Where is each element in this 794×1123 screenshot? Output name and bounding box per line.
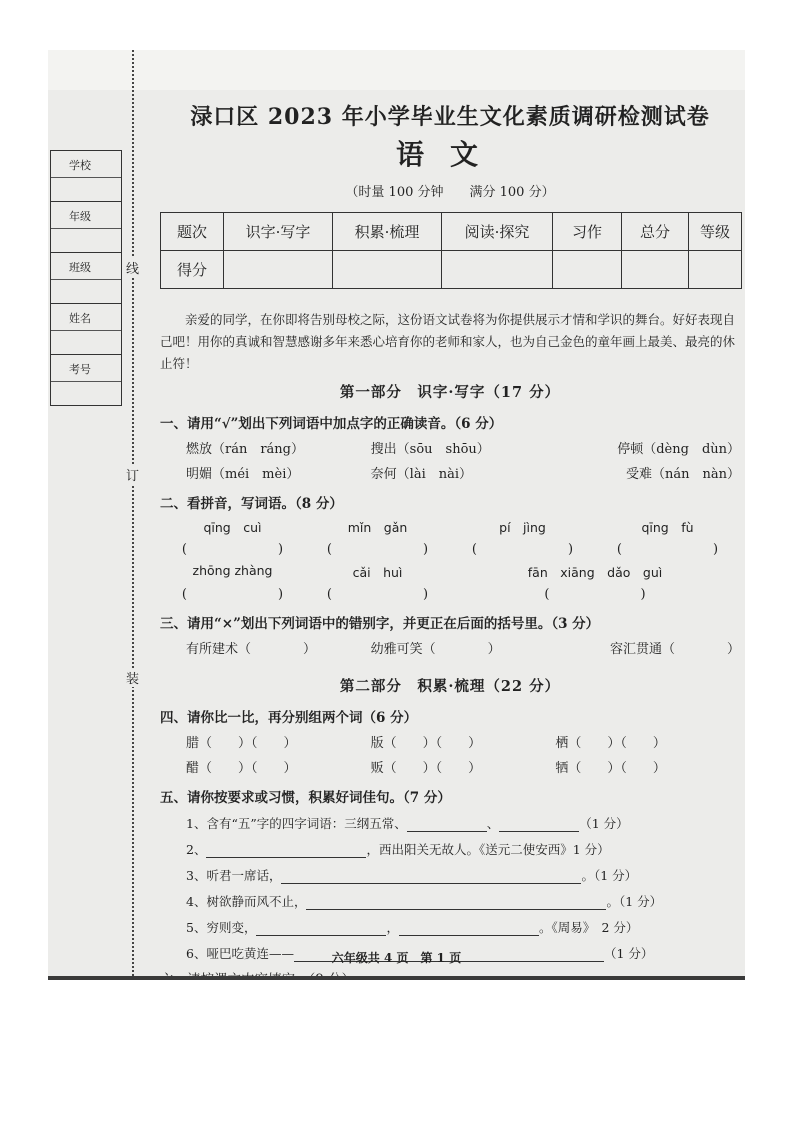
answer-box[interactable]: ( ) — [326, 542, 429, 557]
q1-row — [186, 438, 740, 457]
answer-blank[interactable] — [407, 817, 487, 832]
answer-blank[interactable] — [256, 921, 386, 936]
score-table — [160, 212, 742, 289]
answer-box[interactable]: ( ) — [181, 542, 284, 557]
q1-item[interactable]: 奈何（lài nài） — [370, 467, 473, 482]
info-grade[interactable]: 年级 — [51, 202, 121, 253]
score-header: 习作 — [553, 213, 622, 251]
q3-prompt: 三、请用“×”划出下列词语中的错别字，并更正在后面的括号里。（3 分） — [160, 616, 600, 632]
pinyin: fān xiāng dǎo guì — [527, 565, 663, 580]
intro-text: 亲爱的同学，在你即将告别母校之际，这份语文试卷将为你提供展示才情和学识的舞台。好好表现自己吧！用你的真诚和智慧感谢多年来悉心培育你的老师和家人，也为自己金色的童年画上最美、最亮的休止符！ — [160, 312, 736, 371]
score-cell[interactable] — [622, 251, 689, 289]
exam-content — [160, 90, 740, 980]
score-header: 阅读·探究 — [442, 213, 553, 251]
answer-blank[interactable] — [499, 817, 579, 832]
pinyin: mǐn gǎn — [347, 520, 408, 535]
binding-char-zhuang: 装 — [126, 668, 139, 687]
q1-item[interactable]: 明媚（méi mèi） — [186, 467, 300, 482]
score-cell[interactable] — [553, 251, 622, 289]
score-cell[interactable] — [442, 251, 553, 289]
score-row-label: 得分 — [161, 251, 224, 289]
score-header: 题次 — [161, 213, 224, 251]
answer-box[interactable]: ( ) — [181, 587, 284, 602]
info-name[interactable]: 姓名 — [51, 304, 121, 355]
pinyin: pí jìng — [499, 520, 546, 535]
q2-pinyin-row — [160, 518, 740, 536]
binding-char-xian: 线 — [126, 258, 139, 277]
q2-answer-row — [160, 583, 740, 602]
q3-item[interactable]: 有所建术（ ） — [186, 642, 317, 657]
pinyin: qīng fù — [641, 520, 694, 535]
q5-item-2: 2、 ，西出阳关无故人。《送元二使安西》1 分） — [186, 842, 610, 857]
q2-answer-row — [160, 538, 740, 557]
q4-item[interactable]: 贩（ ）（ ） — [370, 761, 482, 776]
q4-item[interactable]: 牺（ ）（ ） — [555, 761, 666, 776]
binding-char-ding: 订 — [126, 465, 139, 484]
q2-prompt: 二、看拼音，写词语。（8 分） — [160, 496, 343, 512]
exam-sheet — [48, 50, 745, 980]
answer-blank[interactable] — [306, 895, 606, 910]
top-edge — [48, 50, 745, 90]
q1-item[interactable]: 搜出（sōu shōu） — [370, 442, 490, 457]
q5-item-1: 1、含有“五”字的四字词语：三纲五常、 、 （1 分） — [186, 816, 629, 831]
score-cell[interactable] — [689, 251, 742, 289]
info-class[interactable]: 班级 — [51, 253, 121, 304]
q1-item[interactable]: 停顿（dèng dùn） — [617, 442, 741, 457]
page-footer: 六年级共 4 页 第 1 页 — [331, 951, 462, 965]
pinyin: zhōng zhàng — [192, 563, 273, 578]
answer-box[interactable]: ( ) — [471, 542, 574, 557]
q3-item[interactable]: 幼雅可笑（ ） — [370, 642, 501, 657]
answer-blank[interactable] — [206, 843, 366, 858]
part1-title: 第一部分 识字·写字（17 分） — [339, 384, 561, 401]
exam-title: 渌口区 2023 年小学毕业生文化素质调研检测试卷 — [190, 104, 710, 130]
info-school[interactable]: 学校 — [51, 151, 121, 202]
q2-pinyin-row — [160, 563, 740, 581]
answer-box[interactable]: ( ) — [326, 587, 429, 602]
q4-item[interactable]: 栖（ ）（ ） — [555, 736, 666, 751]
score-header: 总分 — [622, 213, 689, 251]
q3-item[interactable]: 容汇贯通（ ） — [610, 642, 741, 657]
answer-box[interactable]: ( ) — [544, 587, 646, 602]
student-info-box — [50, 150, 122, 406]
part2-title: 第二部分 积累·梳理（22 分） — [339, 678, 561, 695]
q4-item[interactable]: 醋（ ）（ ） — [186, 761, 297, 776]
answer-blank[interactable] — [281, 869, 581, 884]
q1-prompt: 一、请用“√”划出下列词语中加点字的正确读音。（6 分） — [160, 416, 503, 432]
q4-row — [186, 757, 740, 776]
info-exam-number[interactable]: 考号 — [51, 355, 121, 405]
q5-item-5: 5、穷则变， ， 。《周易》 2 分） — [186, 920, 639, 935]
answer-blank[interactable] — [399, 921, 539, 936]
q3-row — [186, 638, 740, 657]
q5-item-4: 4、树欲静而风不止， 。（1 分） — [186, 894, 663, 909]
q4-item[interactable]: 腊（ ）（ ） — [186, 736, 297, 751]
score-header: 等级 — [689, 213, 742, 251]
exam-subject: 语文 — [395, 138, 504, 171]
q1-row — [186, 463, 740, 482]
q1-item[interactable]: 燃放（rán ráng） — [186, 442, 304, 457]
pinyin: cǎi huì — [352, 565, 403, 580]
score-cell[interactable] — [224, 251, 333, 289]
q4-prompt: 四、请你比一比，再分别组两个词（6 分） — [160, 710, 418, 726]
q1-item[interactable]: 受难（nán nàn） — [626, 467, 741, 482]
score-header: 识字·写字 — [224, 213, 333, 251]
pinyin: qīng cuì — [203, 520, 262, 535]
time-info: （时量 100 分钟 满分 100 分） — [345, 185, 555, 200]
binding-line — [132, 50, 134, 980]
q5-item-3: 3、听君一席话， 。（1 分） — [186, 868, 638, 883]
score-cell[interactable] — [333, 251, 442, 289]
q4-item[interactable]: 版（ ）（ ） — [370, 736, 482, 751]
answer-box[interactable]: ( ) — [616, 542, 719, 557]
q5-item-6: 6、哑巴吃黄连—— （1 分） — [186, 946, 654, 961]
q5-prompt: 五、请你按要求或习惯，积累好词佳句。（7 分） — [160, 790, 451, 806]
score-header: 积累·梳理 — [333, 213, 442, 251]
bottom-edge — [48, 976, 745, 980]
q4-row — [186, 732, 740, 751]
